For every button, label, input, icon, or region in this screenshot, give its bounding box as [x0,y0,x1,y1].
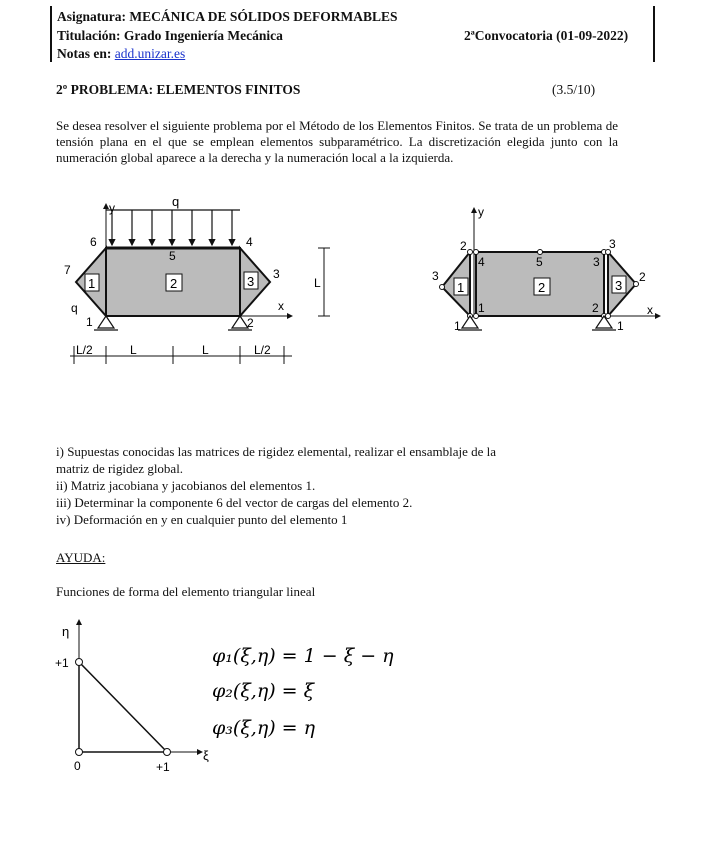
r-support-right [592,316,616,330]
x-axis-label-right: x [647,303,653,317]
node-3: 3 [273,267,280,281]
rt-node-2: 2 [639,270,646,284]
subject-line [57,9,398,25]
label-eta-one: +1 [55,656,69,670]
notes-link[interactable]: add.unizar.es [114,46,186,61]
dim-label-2: L [130,343,137,357]
node-1: 1 [86,315,93,329]
load-arrows [112,210,232,245]
label-xi-one: +1 [156,760,170,774]
lt-node-1: 1 [454,319,461,333]
figure-global-numbering [428,200,668,342]
element-label-3: 3 [247,274,255,289]
xi-axis-label: ξ [203,748,209,763]
header-right-rule [653,6,655,62]
dim-label-1: L/2 [76,343,93,357]
r-element-label-1: 1 [457,280,465,295]
notes-label: Notas en: [57,46,112,61]
problem-score: (3.5/10) [552,82,596,97]
q-node-3: 3 [593,255,600,269]
load-label: q [172,196,180,209]
question-3: iii) Determinar la componente 6 del vector de cargas del elemento 2. [56,495,413,510]
x-axis-label-left: x [278,299,284,313]
element-label-2: 2 [170,276,178,291]
rt-node-1: 1 [617,319,624,333]
node-6: 6 [90,235,97,249]
node-7: 7 [64,263,71,277]
header-left-rule [50,6,52,62]
notes-line [57,46,185,62]
y-axis-label-left: y [109,201,115,215]
lt-node-2: 2 [460,239,467,253]
eta-axis-label: η [62,624,70,639]
figure-local-numbering [56,196,346,374]
y-axis-label-right: y [478,205,484,219]
support-left [94,316,118,330]
help-text: Funciones de forma del elemento triangular lineal [56,584,316,599]
shape-function-2: φ₂(ξ,η) = ξ [212,680,315,702]
question-1b: matriz de rigidez global. [56,461,184,476]
exam-call: 2ªConvocatoria (01-09-2022) [464,28,629,43]
node-5: 5 [169,249,176,263]
element-label-1: 1 [88,276,96,291]
dim-label-3: L [202,343,209,357]
q-node-5: 5 [536,255,543,269]
r-element-label-3: 3 [615,278,623,293]
problem-intro: Se desea resolver el siguiente problema por el Método de los Elementos Finitos. Se trata de un problema de tensión plana en el que se emplean elementos subparamétrico. La discretización elegida junto con la numeración global aparece a la derecha y la numeración local a la izquierda. [56,118,618,165]
shape-function-3: φ₃(ξ,η) = η [212,717,316,739]
dim-label-4: L/2 [254,343,271,357]
question-1a: i) Supuestas conocidas las matrices de rigidez elemental, realizar el ensamblaje de la [56,444,497,459]
subject-label: Asignatura: [57,9,127,24]
help-title: AYUDA: [56,550,106,565]
subject-value: MECÁNICA DE SÓLIDOS DEFORMABLES [129,9,398,24]
reference-triangle-figure [52,614,220,778]
shape-functions [210,640,430,750]
lt-node-3: 3 [432,269,439,283]
shape-function-1: φ₁(ξ,η) = 1 − ξ − η [212,645,394,667]
q-node-1: 1 [478,301,485,315]
r-element-label-2: 2 [538,280,546,295]
node-2: 2 [247,316,254,330]
degree-label: Titulación: [57,28,121,43]
height-label: L [314,276,321,290]
degree-line [57,28,283,44]
rt-node-3: 3 [609,237,616,251]
node-4: 4 [246,235,253,249]
question-4: iv) Deformación en y en cualquier punto del elemento 1 [56,512,348,527]
side-load-label: q [71,301,78,315]
reference-triangle [79,662,167,752]
r-support-left [458,316,482,330]
label-origin: 0 [74,759,81,773]
q-node-4: 4 [478,255,485,269]
degree-value: Grado Ingeniería Mecánica [123,28,283,43]
problem-title: 2º PROBLEMA: ELEMENTOS FINITOS [56,82,301,97]
q-node-2: 2 [592,301,599,315]
question-2: ii) Matriz jacobiana y jacobianos del elementos 1. [56,478,316,493]
